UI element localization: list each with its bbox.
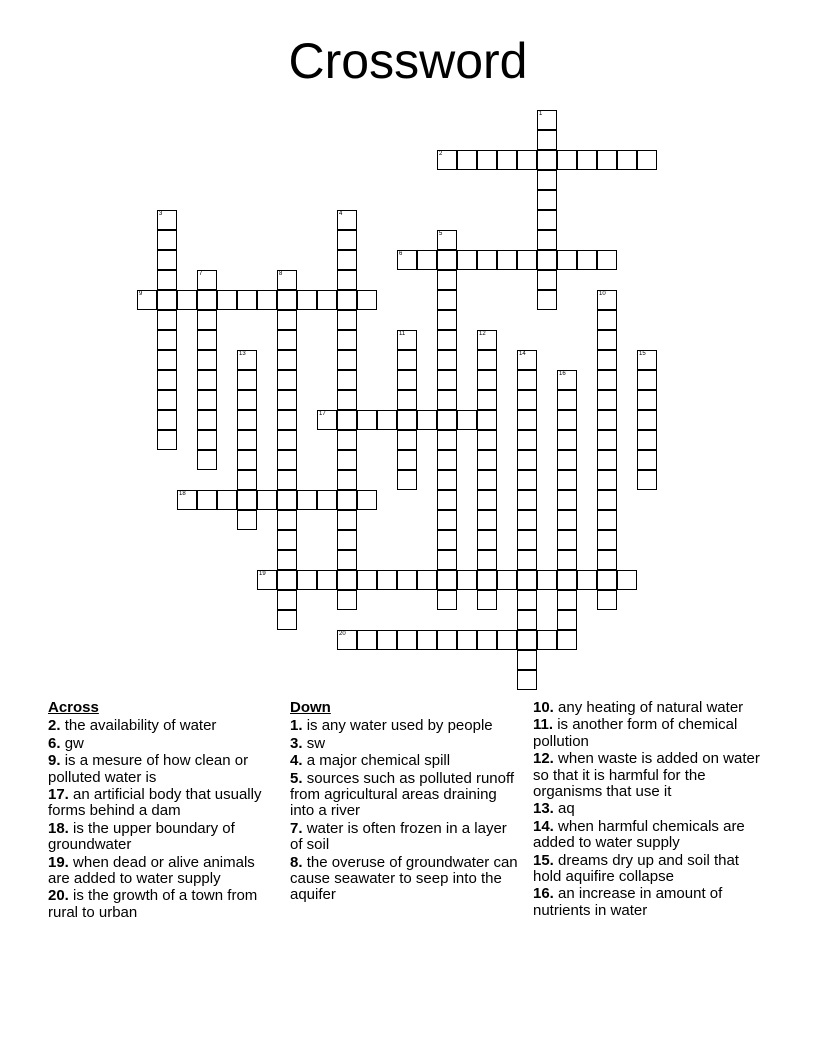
grid-cell[interactable] (437, 230, 457, 250)
grid-cell[interactable] (337, 210, 357, 230)
grid-cell[interactable] (557, 550, 577, 570)
grid-cell[interactable] (597, 290, 617, 310)
grid-cell[interactable] (197, 290, 217, 310)
grid-cell[interactable] (477, 570, 497, 590)
grid-cell[interactable] (617, 150, 637, 170)
grid-cell[interactable] (517, 510, 537, 530)
grid-cell[interactable] (457, 250, 477, 270)
down-clues (290, 700, 520, 905)
grid-cell[interactable] (477, 590, 497, 610)
grid-cell-number: 9 (139, 291, 143, 297)
grid-cell[interactable] (337, 390, 357, 410)
grid-cell[interactable] (537, 170, 557, 190)
grid-cell[interactable] (537, 250, 557, 270)
grid-cell[interactable] (237, 290, 257, 310)
clue-down-13: 13. aq (533, 800, 575, 818)
grid-cell[interactable] (237, 390, 257, 410)
grid-cell[interactable] (577, 570, 597, 590)
grid-cell[interactable] (597, 510, 617, 530)
grid-cell[interactable] (277, 350, 297, 370)
grid-cell[interactable] (397, 370, 417, 390)
grid-cell[interactable] (637, 150, 657, 170)
clue-down-5: 5. sources such as polluted runoff from agricultural areas draining into a river (290, 769, 515, 820)
grid-cell-number: 6 (399, 251, 403, 257)
grid-cell[interactable] (417, 410, 437, 430)
grid-cell[interactable] (337, 490, 357, 510)
grid-cell[interactable] (157, 390, 177, 410)
grid-cell[interactable] (637, 430, 657, 450)
grid-cell[interactable] (597, 310, 617, 330)
grid-cell[interactable] (537, 270, 557, 290)
grid-cell[interactable] (437, 330, 457, 350)
grid-cell[interactable] (557, 410, 577, 430)
clue-down-7: 7. water is often frozen in a layer of soil (290, 819, 507, 854)
grid-cell[interactable] (397, 570, 417, 590)
grid-cell[interactable] (197, 350, 217, 370)
grid-cell[interactable] (277, 490, 297, 510)
grid-cell-number: 11 (399, 331, 406, 337)
grid-cell[interactable] (197, 270, 217, 290)
grid-cell[interactable] (437, 450, 457, 470)
grid-cell[interactable] (497, 150, 517, 170)
grid-cell[interactable] (237, 410, 257, 430)
grid-cell[interactable] (477, 450, 497, 470)
grid-cell[interactable] (477, 470, 497, 490)
grid-cell[interactable] (157, 290, 177, 310)
grid-cell[interactable] (557, 590, 577, 610)
clue-down-8: 8. the overuse of groundwater can cause seawater to seep into the aquifer (290, 853, 518, 904)
grid-cell[interactable] (477, 530, 497, 550)
grid-cell[interactable] (537, 210, 557, 230)
grid-cell[interactable] (157, 270, 177, 290)
grid-cell-number: 8 (279, 271, 283, 277)
grid-cell-number: 19 (259, 571, 266, 577)
grid-cell[interactable] (477, 390, 497, 410)
grid-cell[interactable] (337, 270, 357, 290)
grid-cell[interactable] (517, 590, 537, 610)
grid-cell[interactable] (337, 330, 357, 350)
grid-cell[interactable] (597, 570, 617, 590)
grid-cell[interactable] (517, 450, 537, 470)
grid-cell[interactable] (557, 430, 577, 450)
grid-cell[interactable] (597, 470, 617, 490)
grid-cell[interactable] (277, 450, 297, 470)
clue-down-10: 10. any heating of natural water (533, 699, 744, 716)
grid-cell[interactable] (337, 310, 357, 330)
grid-cell[interactable] (437, 590, 457, 610)
grid-cell[interactable] (517, 410, 537, 430)
grid-cell[interactable] (277, 470, 297, 490)
grid-cell[interactable] (417, 250, 437, 270)
grid-cell[interactable] (397, 630, 417, 650)
grid-cell[interactable] (557, 450, 577, 470)
grid-cell[interactable] (337, 410, 357, 430)
grid-cell[interactable] (537, 290, 557, 310)
grid-cell-number: 14 (519, 351, 526, 357)
grid-cell[interactable] (337, 350, 357, 370)
grid-cell[interactable] (557, 630, 577, 650)
grid-cell[interactable] (357, 410, 377, 430)
grid-cell[interactable] (517, 370, 537, 390)
grid-cell[interactable] (437, 510, 457, 530)
grid-cell[interactable] (277, 610, 297, 630)
grid-cell[interactable] (337, 550, 357, 570)
grid-cell[interactable] (257, 490, 277, 510)
grid-cell[interactable] (517, 490, 537, 510)
grid-cell[interactable] (397, 330, 417, 350)
grid-cell[interactable] (517, 630, 537, 650)
grid-cell[interactable] (197, 310, 217, 330)
grid-cell[interactable] (417, 570, 437, 590)
grid-cell[interactable] (277, 410, 297, 430)
grid-cell[interactable] (497, 250, 517, 270)
grid-cell[interactable] (457, 410, 477, 430)
clue-across-17: 17. an artificial body that usually forms behind a dam (48, 786, 262, 820)
grid-cell[interactable] (237, 490, 257, 510)
grid-cell[interactable] (237, 470, 257, 490)
grid-cell[interactable] (157, 250, 177, 270)
grid-cell[interactable] (217, 490, 237, 510)
grid-cell[interactable] (597, 150, 617, 170)
grid-cell[interactable] (437, 370, 457, 390)
grid-cell[interactable] (337, 470, 357, 490)
grid-cell[interactable] (357, 630, 377, 650)
grid-cell[interactable] (597, 350, 617, 370)
grid-cell[interactable] (197, 390, 217, 410)
clue-down-4: 4. a major chemical spill (290, 752, 451, 770)
grid-cell[interactable] (337, 430, 357, 450)
across-clues (48, 700, 276, 922)
grid-cell[interactable] (157, 350, 177, 370)
grid-cell[interactable] (297, 290, 317, 310)
down-clues-continued (533, 700, 763, 920)
grid-cell[interactable] (517, 150, 537, 170)
grid-cell[interactable] (437, 310, 457, 330)
grid-cell[interactable] (397, 390, 417, 410)
clue-down-12: 12. when waste is added on water so that it is harmful for the organisms that use it (533, 750, 760, 801)
grid-cell[interactable] (537, 150, 557, 170)
grid-cell[interactable] (257, 570, 277, 590)
grid-cell[interactable] (537, 630, 557, 650)
grid-cell[interactable] (437, 550, 457, 570)
grid-cell[interactable] (177, 490, 197, 510)
grid-cell[interactable] (157, 310, 177, 330)
grid-cell[interactable] (237, 370, 257, 390)
grid-cell[interactable] (517, 570, 537, 590)
grid-cell[interactable] (577, 150, 597, 170)
grid-cell[interactable] (437, 390, 457, 410)
grid-cell[interactable] (457, 150, 477, 170)
grid-cell-number: 3 (159, 211, 163, 217)
grid-cell[interactable] (437, 410, 457, 430)
grid-cell[interactable] (517, 670, 537, 690)
grid-cell[interactable] (337, 570, 357, 590)
grid-cell[interactable] (357, 290, 377, 310)
grid-cell[interactable] (637, 350, 657, 370)
grid-cell[interactable] (337, 370, 357, 390)
grid-cell[interactable] (437, 430, 457, 450)
grid-cell[interactable] (397, 410, 417, 430)
grid-cell[interactable] (197, 330, 217, 350)
grid-cell[interactable] (377, 630, 397, 650)
grid-cell[interactable] (277, 530, 297, 550)
grid-cell[interactable] (517, 430, 537, 450)
grid-cell[interactable] (197, 450, 217, 470)
grid-cell[interactable] (437, 530, 457, 550)
grid-cell[interactable] (157, 210, 177, 230)
grid-cell[interactable] (337, 450, 357, 470)
grid-cell[interactable] (397, 250, 417, 270)
grid-cell[interactable] (477, 630, 497, 650)
grid-cell-number: 13 (239, 351, 246, 357)
clue-down-3: 3. sw (290, 734, 326, 752)
grid-cell[interactable] (197, 370, 217, 390)
grid-cell[interactable] (557, 150, 577, 170)
grid-cell[interactable] (157, 430, 177, 450)
grid-cell[interactable] (437, 490, 457, 510)
grid-cell[interactable] (637, 370, 657, 390)
grid-cell[interactable] (437, 290, 457, 310)
grid-cell[interactable] (437, 150, 457, 170)
grid-cell[interactable] (277, 550, 297, 570)
grid-cell[interactable] (197, 430, 217, 450)
grid-cell[interactable] (637, 410, 657, 430)
grid-cell[interactable] (437, 350, 457, 370)
page-title: Crossword (288, 33, 528, 89)
grid-cell[interactable] (477, 150, 497, 170)
grid-cell[interactable] (597, 430, 617, 450)
grid-cell[interactable] (317, 410, 337, 430)
grid-cell[interactable] (597, 370, 617, 390)
grid-cell[interactable] (597, 330, 617, 350)
grid-cell[interactable] (457, 570, 477, 590)
grid-cell[interactable] (437, 630, 457, 650)
grid-cell[interactable] (137, 290, 157, 310)
grid-cell[interactable] (277, 290, 297, 310)
down-heading: Down (290, 699, 331, 716)
clue-down-15: 15. dreams dry up and soil that hold aquifire collapse (533, 851, 739, 886)
grid-cell[interactable] (397, 430, 417, 450)
grid-cell[interactable] (457, 630, 477, 650)
grid-cell[interactable] (277, 590, 297, 610)
clue-across-19: 19. when dead or alive animals are added to water supply (48, 853, 255, 888)
grid-cell[interactable] (557, 390, 577, 410)
grid-cell[interactable] (277, 390, 297, 410)
grid-cell[interactable] (477, 410, 497, 430)
grid-cell[interactable] (297, 490, 317, 510)
grid-cell[interactable] (337, 510, 357, 530)
grid-cell-number: 18 (179, 491, 186, 497)
grid-cell[interactable] (537, 110, 557, 130)
grid-cell[interactable] (517, 550, 537, 570)
grid-cell[interactable] (517, 650, 537, 670)
grid-cell[interactable] (417, 630, 437, 650)
grid-cell[interactable] (597, 490, 617, 510)
grid-cell[interactable] (237, 350, 257, 370)
grid-cell[interactable] (197, 490, 217, 510)
grid-cell[interactable] (197, 410, 217, 430)
grid-cell[interactable] (357, 570, 377, 590)
clue-down-11: 11. is another form of chemical pollution (533, 716, 738, 750)
grid-cell[interactable] (297, 570, 317, 590)
clue-across-20: 20. is the growth of a town from rural to urban (48, 887, 258, 921)
grid-cell[interactable] (477, 330, 497, 350)
grid-cell[interactable] (477, 370, 497, 390)
grid-cell[interactable] (257, 290, 277, 310)
grid-cell[interactable] (517, 350, 537, 370)
grid-cell[interactable] (597, 450, 617, 470)
grid-cell[interactable] (517, 470, 537, 490)
clue-across-2: 2. the availability of water (48, 717, 217, 735)
grid-cell[interactable] (597, 550, 617, 570)
grid-cell[interactable] (597, 590, 617, 610)
grid-cell[interactable] (477, 490, 497, 510)
grid-cell-number: 15 (639, 351, 646, 357)
grid-cell[interactable] (277, 510, 297, 530)
grid-cell[interactable] (337, 630, 357, 650)
grid-cell[interactable] (557, 370, 577, 390)
grid-cell[interactable] (557, 250, 577, 270)
grid-cell[interactable] (277, 570, 297, 590)
grid-cell[interactable] (537, 570, 557, 590)
grid-cell[interactable] (157, 370, 177, 390)
grid-cell[interactable] (557, 490, 577, 510)
grid-cell[interactable] (437, 270, 457, 290)
grid-cell[interactable] (177, 290, 197, 310)
grid-cell[interactable] (357, 490, 377, 510)
grid-cell[interactable] (497, 570, 517, 590)
grid-cell[interactable] (397, 350, 417, 370)
grid-cell[interactable] (517, 390, 537, 410)
grid-cell[interactable] (557, 530, 577, 550)
grid-cell[interactable] (517, 610, 537, 630)
grid-cell[interactable] (157, 410, 177, 430)
grid-cell[interactable] (337, 590, 357, 610)
grid-cell[interactable] (557, 570, 577, 590)
grid-cell[interactable] (637, 470, 657, 490)
grid-cell[interactable] (337, 230, 357, 250)
grid-cell[interactable] (277, 310, 297, 330)
grid-cell-number: 2 (439, 151, 443, 157)
grid-cell[interactable] (477, 550, 497, 570)
clue-down-16: 16. an increase in amount of nutrients in water (533, 885, 723, 919)
grid-cell[interactable] (337, 290, 357, 310)
grid-cell[interactable] (537, 230, 557, 250)
grid-cell-number: 1 (539, 111, 543, 117)
grid-cell[interactable] (277, 330, 297, 350)
grid-cell-number: 7 (199, 271, 203, 277)
grid-cell[interactable] (317, 290, 337, 310)
grid-cell[interactable] (157, 230, 177, 250)
grid-cell-number: 16 (559, 371, 566, 377)
grid-cell-number: 12 (479, 331, 486, 337)
grid-cell[interactable] (317, 570, 337, 590)
grid-cell[interactable] (597, 530, 617, 550)
grid-cell[interactable] (557, 470, 577, 490)
grid-cell[interactable] (477, 350, 497, 370)
grid-cell[interactable] (477, 250, 497, 270)
grid-cell-number: 4 (339, 211, 343, 217)
grid-cell[interactable] (377, 410, 397, 430)
clue-down-14: 14. when harmful chemicals are added to water supply (533, 817, 745, 852)
grid-cell[interactable] (157, 330, 177, 350)
grid-cell[interactable] (237, 450, 257, 470)
grid-cell[interactable] (237, 510, 257, 530)
grid-cell[interactable] (397, 470, 417, 490)
grid-cell[interactable] (397, 450, 417, 470)
grid-cell[interactable] (597, 390, 617, 410)
grid-cell[interactable] (277, 370, 297, 390)
grid-cell[interactable] (237, 430, 257, 450)
clue-across-6: 6. gw (48, 734, 84, 752)
grid-cell[interactable] (637, 450, 657, 470)
grid-cell[interactable] (317, 490, 337, 510)
grid-cell[interactable] (537, 190, 557, 210)
grid-cell[interactable] (437, 250, 457, 270)
grid-cell-number: 17 (319, 411, 326, 417)
grid-cell[interactable] (597, 250, 617, 270)
across-heading: Across (48, 699, 99, 716)
clue-across-18: 18. is the upper boundary of groundwater (48, 819, 235, 854)
grid-cell[interactable] (277, 270, 297, 290)
grid-cell[interactable] (517, 530, 537, 550)
grid-cell[interactable] (577, 250, 597, 270)
grid-cell[interactable] (437, 570, 457, 590)
grid-cell[interactable] (477, 510, 497, 530)
grid-cell[interactable] (477, 430, 497, 450)
grid-cell[interactable] (337, 250, 357, 270)
grid-cell[interactable] (557, 610, 577, 630)
grid-cell[interactable] (277, 430, 297, 450)
grid-cell[interactable] (597, 410, 617, 430)
grid-cell-number: 20 (339, 631, 346, 637)
grid-cell[interactable] (537, 130, 557, 150)
clue-down-1: 1. is any water used by people (290, 717, 493, 735)
grid-cell[interactable] (497, 630, 517, 650)
clue-across-9: 9. is a mesure of how clean or polluted water is (48, 752, 249, 786)
grid-cell[interactable] (517, 250, 537, 270)
grid-cell[interactable] (557, 510, 577, 530)
grid-cell[interactable] (217, 290, 237, 310)
grid-cell[interactable] (337, 530, 357, 550)
grid-cell-number: 10 (599, 291, 606, 297)
grid-cell-number: 5 (439, 231, 443, 237)
grid-cell[interactable] (617, 570, 637, 590)
grid-cell[interactable] (637, 390, 657, 410)
grid-cell[interactable] (377, 570, 397, 590)
grid-cell[interactable] (437, 470, 457, 490)
